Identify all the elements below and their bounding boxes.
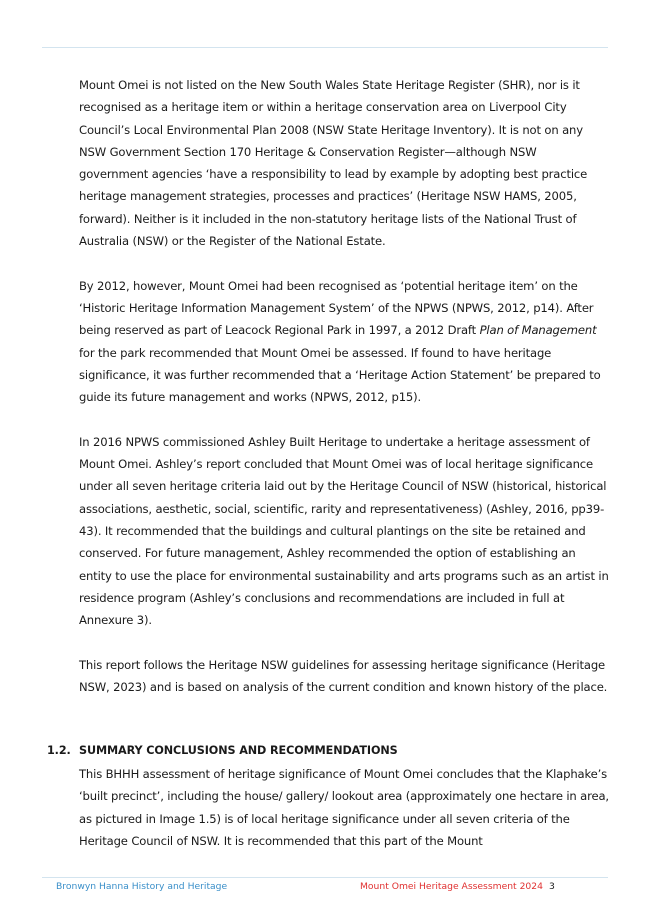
paragraph-heritage-listing: Mount Omei is not listed on the New South Wales State Heritage Register (SHR), nor is it recognised as a heritage item or within a heritage conservation area on Liverpool City Council’s Local Environmental Plan 2008 (NSW State Heritage Inventory). It is not on any NSW Government Section 170 Heritage & Conservation Register—although NSW government agencies ‘have a responsibility to lead by example by adopting best practice heritage management strategies, processes and practices’ (Heritage NSW HAMS, 2005, forward). Neither is it included in the non-statutory heritage lists of the National Trust of Australia (NSW) or the Register of the National Estate. (79, 78, 588, 249)
paragraph-part: By 2012, however, Mount Omei had been recognised as ‘potential heritage item’ on the ‘Historic Heritage Information Management System’ of the NPWS (NPWS, 2012, p14). After being reserved as part of Leacock Regional Park in 1997, a 2012 Draft (79, 278, 594, 338)
paragraph-ashley-assessment: In 2016 NPWS commissioned Ashley Built Heritage to undertake a heritage assessment of Mount Omei. Ashley’s report concluded that Mount Omei was of local heritage significance under all seven heritage criteria laid out by the Heritage Council of NSW (historical, historical associations, aesthetic, social, scientific, rarity and representativeness) (Ashley, 2016, pp39-43). It recommended that the buildings and cultural plantings on the site be retained and conserved. For future management, Ashley recommended the option of establishing an entity to use the place for environmental sustainability and arts programs such as an artist in residence program (Ashley’s conclusions and recommendations are included in full at Annexure 3). (79, 434, 609, 628)
section-number: 1.2. (47, 744, 71, 757)
paragraph-potential-heritage-item (79, 275, 609, 409)
footer-document-title (360, 881, 555, 893)
summary-text (79, 763, 609, 852)
section-heading (47, 740, 607, 762)
body-text (79, 74, 609, 698)
paragraph-summary: This BHHH assessment of heritage significance of Mount Omei concludes that the Klaphake’s ‘built precinct’, including the house/ gallery/ lookout area (approximately one hectare in area, as pictured in Image 1.5) is of local heritage significance under all seven criteria of the Heritage Council of NSW. It is recommended that this part of the Mount (79, 767, 609, 848)
footer-title-text: Mount Omei Heritage Assessment 2024 (360, 881, 543, 892)
section-title: SUMMARY CONCLUSIONS AND RECOMMENDATIONS (79, 744, 398, 757)
page-number: 3 (548, 881, 555, 892)
paragraph-guidelines: This report follows the Heritage NSW guidelines for assessing heritage significance (Heritage NSW, 2023) and is based on analysis of the current condition and known history of the place. (79, 657, 608, 695)
emphasis-plan-of-management: Plan of Management (479, 323, 597, 338)
footer-rule (42, 877, 608, 878)
paragraph-part: for the park recommended that Mount Omei be assessed. If found to have heritage significance, it was further recommended that a ‘Heritage Action Statement’ be prepared to guide its future management and works (NPWS, 2012, p15). (79, 345, 601, 405)
header-rule (42, 47, 608, 48)
footer-author: Bronwyn Hanna History and Heritage (56, 881, 228, 892)
